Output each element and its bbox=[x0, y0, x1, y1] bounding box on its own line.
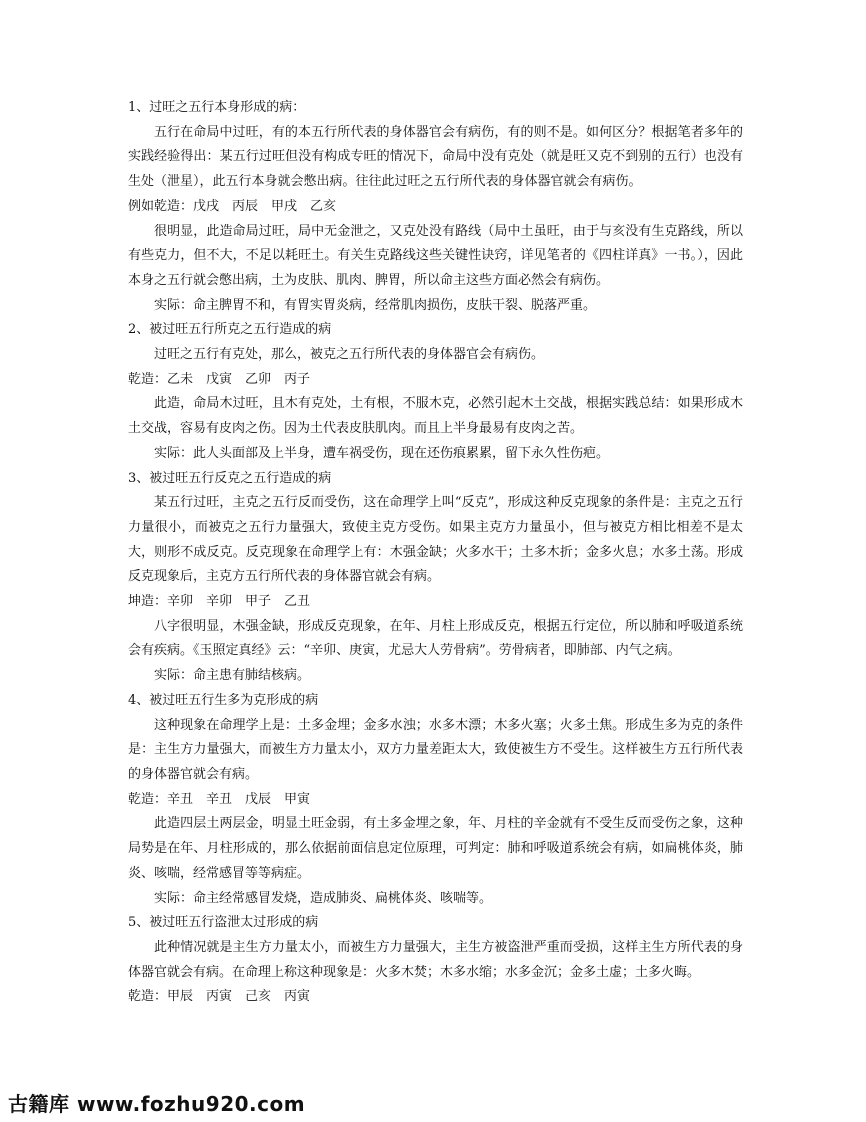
section-4-paragraph: 这种现象在命理学上是：土多金埋；金多水浊；水多木漂；木多火塞；火多土焦。形成生多为克的条件是：主生方力量强大，而被生方力量太小，双方力量差距太大，致使被生方不受生。这样被生方五行所代表的身体器官就会有病。 bbox=[128, 717, 743, 782]
section-3-chart: 坤造：辛卯 辛卯 甲子 乙丑 bbox=[128, 594, 311, 610]
section-1-actual: 实际：命主脾胃不和，有胃实胃炎病，经常肌肉损伤，皮肤干裂、脱落严重。 bbox=[154, 297, 597, 313]
section-1-analysis: 很明显，此造命局过旺，局中无金泄之，又克处没有路线（局中土虽旺，由于与亥没有生克路线，所以有些克力，但不大，不足以耗旺土。有关生克路线这些关键性诀窍，详见笔者的《四柱详真》一书。），因此本身之五行就会憋出病，土为皮肤、肌肉、脾胃，所以命主这些方面必然会有病伤。 bbox=[128, 223, 743, 288]
section-1-paragraph: 五行在命局中过旺，有的本五行所代表的身体器官会有病伤，有的则不是。如何区分？根据笔者多年的实践经验得出：某五行过旺但没有构成专旺的情况下，命局中没有克处（就是旺又克不到别的五行）也没有生处（泄星），此五行本身就会憋出病。往往此过旺之五行所代表的身体器官就会有病伤。 bbox=[128, 124, 743, 190]
section-2-chart: 乾造：乙未 戊寅 乙卯 丙子 bbox=[128, 371, 311, 387]
document-body bbox=[128, 96, 743, 1010]
section-1-chart: 例如乾造：戊戌 丙辰 甲戌 乙亥 bbox=[128, 198, 337, 214]
section-4-heading: 4、被过旺五行生多为克形成的病 bbox=[128, 692, 319, 708]
section-2-actual: 实际：此人头面部及上半身，遭车祸受伤，现在还伤痕累累，留下永久性伤疤。 bbox=[154, 445, 610, 461]
section-4-analysis: 此造四层土两层金，明显土旺金弱，有土多金埋之象，年、月柱的辛金就有不受生反而受伤之象，这种局势是在年、月柱形成的，那么依据前面信息定位原理，可判定：肺和呼吸道系统会有病，如扁桃体炎，肺炎、咳喘，经常感冒等等病症。 bbox=[128, 816, 743, 881]
section-4-actual: 实际：命主经常感冒发烧，造成肺炎、扁桃体炎、咳喘等。 bbox=[154, 890, 493, 906]
section-3-paragraph: 某五行过旺，主克之五行反而受伤，这在命理学上叫“反克”，形成这种反克现象的条件是：主克之五行力量很小，而被克之五行力量强大，致使主克方受伤。如果主克方力量虽小，但与被克方相比相差不是太大，则形不成反克。反克现象在命理学上有：木强金缺；火多水干；土多木折；金多火息；水多土荡。形成反克现象后，主克方五行所代表的身体器官就会有病。 bbox=[128, 495, 743, 585]
section-1-heading: 1、过旺之五行本身形成的病： bbox=[128, 100, 306, 115]
section-3-actual: 实际：命主患有肺结核病。 bbox=[154, 668, 311, 684]
section-2-analysis: 此造，命局木过旺，且木有克处，土有根，不服木克，必然引起木土交战，根据实践总结：如果形成木土交战，容易有皮肉之伤。因为土代表皮肤肌肉。而且上半身最易有皮肉之苦。 bbox=[128, 396, 743, 437]
site-watermark bbox=[8, 1088, 305, 1117]
section-2-paragraph: 过旺之五行有克处，那么，被克之五行所代表的身体器官会有病伤。 bbox=[154, 347, 545, 363]
section-4-chart: 乾造：辛丑 辛丑 戊辰 甲寅 bbox=[128, 791, 311, 807]
site-name: 古籍库 bbox=[8, 1092, 70, 1116]
section-5-chart: 乾造：甲辰 丙寅 己亥 丙寅 bbox=[128, 989, 311, 1005]
section-2-heading: 2、被过旺五行所克之五行造成的病 bbox=[128, 322, 332, 338]
section-3-analysis: 八字很明显，木强金缺，形成反克现象，在年、月柱上形成反克，根据五行定位，所以肺和呼吸道系统会有疾病。《玉照定真经》云：“辛卯、庚寅，尤忌大人劳骨病”。劳骨病者，即肺部、内气之病。 bbox=[128, 618, 743, 659]
section-5-paragraph: 此种情况就是主生方力量太小，而被生方力量强大，主生方被盗泄严重而受损，这样主生方所代表的身体器官就会有病。在命理上称这种现象是：火多木焚；木多水缩；水多金沉；金多土虚；土多火晦。 bbox=[128, 939, 743, 980]
section-5-heading: 5、被过旺五行盗泄太过形成的病 bbox=[128, 915, 319, 931]
site-url: www.fozhu920.com bbox=[76, 1092, 306, 1116]
section-3-heading: 3、被过旺五行反克之五行造成的病 bbox=[128, 470, 332, 486]
